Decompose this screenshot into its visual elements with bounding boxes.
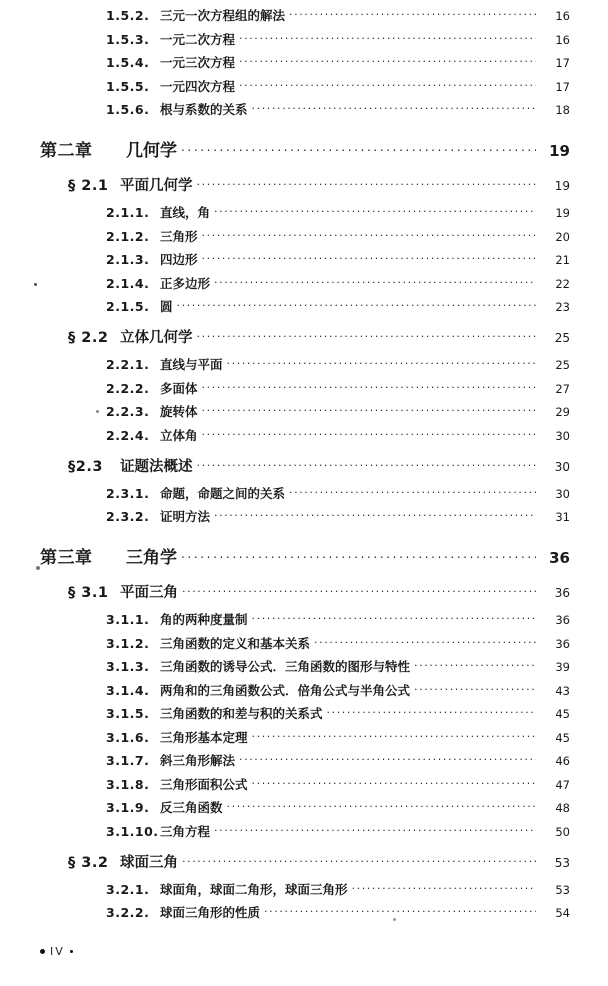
- toc-entry-page: 16: [555, 9, 570, 23]
- toc-entry-page: 45: [555, 730, 570, 745]
- toc-entry-number: 1.5.5.: [106, 78, 150, 94]
- toc-entry-page: 17: [555, 56, 570, 70]
- toc-entry-page: 36: [555, 636, 570, 651]
- toc-entry-number: 3.1.7.: [106, 753, 150, 768]
- toc-entry-number: 2.3.1.: [106, 485, 150, 501]
- page-number: IV: [50, 945, 65, 958]
- toc-entry-number: 3.1.9.: [106, 800, 150, 815]
- toc-entry[interactable]: [40, 657, 570, 675]
- scan-speck-icon: [34, 283, 37, 286]
- toc-entry[interactable]: [40, 53, 570, 71]
- toc-entry[interactable]: [40, 507, 570, 525]
- toc-entry-number: 2.1.5.: [106, 299, 150, 314]
- toc-entry-title: 平面几何学: [120, 178, 193, 194]
- toc-entry[interactable]: [40, 250, 570, 268]
- toc-entry-title: 斜三角形解法: [160, 753, 236, 768]
- toc-entry-number: § 3.2: [68, 854, 109, 871]
- toc-leader-dots: [214, 509, 536, 522]
- toc-entry-title: 平面三角: [120, 585, 178, 601]
- toc-entry-page: 25: [555, 358, 570, 372]
- toc-entry[interactable]: [40, 6, 570, 24]
- toc-entry[interactable]: [40, 77, 570, 95]
- toc-leader-dots: [202, 252, 536, 265]
- toc-entry-number: 3.1.8.: [106, 776, 150, 792]
- toc-entry[interactable]: [40, 822, 570, 840]
- toc-entry-title: 反三角函数: [160, 800, 223, 815]
- toc-entry[interactable]: [40, 326, 570, 347]
- toc-entry[interactable]: [40, 880, 570, 898]
- toc-entry[interactable]: [40, 704, 570, 722]
- toc-entry[interactable]: [40, 851, 570, 872]
- toc-entry-title: 直线，角: [160, 205, 211, 220]
- toc-leader-dots: [239, 55, 536, 68]
- toc-entry-number: 2.1.4.: [106, 275, 150, 291]
- toc-leader-dots: [197, 328, 537, 343]
- toc-entry-number: § 2.2: [68, 330, 109, 346]
- toc-entry-page: 39: [555, 660, 570, 674]
- toc-entry-title: 三角学: [126, 548, 177, 568]
- toc-entry[interactable]: [40, 297, 570, 315]
- toc-entry-title: 球面三角: [120, 854, 178, 871]
- toc-entry-page: 22: [555, 276, 570, 291]
- toc-leader-dots: [252, 776, 536, 789]
- toc-entry-page: 48: [555, 801, 570, 815]
- toc-entry-title: 球面三角形的性质: [160, 905, 261, 920]
- toc-entry-page: 19: [554, 179, 570, 193]
- toc-entry[interactable]: [40, 402, 570, 420]
- toc-entry-list: [40, 6, 570, 921]
- toc-entry-page: 54: [555, 906, 570, 920]
- toc-entry-page: 36: [554, 586, 570, 600]
- page-footer: [40, 945, 73, 958]
- toc-entry-page: 53: [554, 855, 570, 870]
- toc-entry-number: §2.3: [68, 458, 103, 475]
- footer-bullet-icon: [40, 949, 45, 954]
- toc-entry-number: 1.5.4.: [106, 55, 150, 70]
- toc-leader-dots: [289, 8, 536, 21]
- toc-entry-number: 3.2.2.: [106, 905, 150, 920]
- toc-entry-title: 旋转体: [160, 404, 198, 419]
- toc-entry-title: 三角形基本定理: [160, 729, 248, 745]
- toc-leader-dots: [327, 706, 536, 719]
- toc-entry-page: 43: [555, 683, 570, 698]
- toc-entry-title: 三角函数的定义和基本关系: [160, 635, 311, 651]
- toc-entry[interactable]: [40, 379, 570, 397]
- toc-entry-number: 2.1.3.: [106, 252, 150, 267]
- toc-entry[interactable]: [40, 203, 570, 221]
- toc-entry-title: 三角形面积公式: [160, 776, 248, 792]
- toc-leader-dots: [227, 357, 536, 370]
- toc-entry-number: 3.1.2.: [106, 635, 150, 651]
- toc-entry-page: 20: [555, 229, 570, 244]
- toc-entry-number: 3.1.5.: [106, 706, 150, 721]
- toc-entry-number: 第二章: [40, 141, 93, 161]
- toc-entry-title: 命题，命题之间的关系: [160, 485, 286, 501]
- toc-entry-title: 一元三次方程: [160, 55, 236, 70]
- toc-entry[interactable]: [40, 274, 570, 292]
- toc-entry-title: 圆: [160, 299, 173, 314]
- toc-entry-number: § 2.1: [68, 178, 109, 194]
- toc-entry-number: 3.1.6.: [106, 729, 150, 745]
- toc-entry[interactable]: [40, 455, 570, 476]
- toc-entry[interactable]: [40, 798, 570, 816]
- toc-leader-dots: [352, 881, 536, 894]
- toc-leader-dots: [197, 176, 537, 191]
- toc-entry-title: 三元一次方程组的解法: [160, 8, 286, 23]
- toc-entry-page: 47: [555, 777, 570, 792]
- toc-entry-title: 球面角，球面二角形，球面三角形: [160, 881, 348, 897]
- toc-entry-number: 3.1.3.: [106, 659, 150, 674]
- toc-leader-dots: [182, 583, 536, 598]
- toc-leader-dots: [252, 102, 536, 115]
- toc-leader-dots: [197, 456, 537, 471]
- toc-entry-page: 19: [549, 142, 570, 160]
- toc-leader-dots: [252, 612, 536, 625]
- toc-entry-page: 16: [555, 32, 570, 47]
- toc-entry-number: 2.1.2.: [106, 228, 150, 244]
- toc-leader-dots: [289, 485, 536, 498]
- toc-entry-page: 19: [555, 206, 570, 220]
- toc-leader-dots: [181, 139, 536, 156]
- toc-entry-page: 27: [555, 381, 570, 396]
- toc-entry-page: 23: [555, 300, 570, 314]
- toc-entry-title: 多面体: [160, 380, 198, 396]
- toc-leader-dots: [314, 635, 536, 648]
- toc-entry[interactable]: [40, 903, 570, 921]
- toc-entry-page: 30: [555, 428, 570, 443]
- toc-leader-dots: [264, 905, 536, 918]
- toc-entry-number: 3.1.1.: [106, 612, 150, 627]
- toc-leader-dots: [177, 299, 536, 312]
- toc-entry-page: 36: [555, 613, 570, 627]
- toc-entry-number: 第三章: [40, 548, 93, 568]
- toc-entry-title: 证明方法: [160, 509, 211, 524]
- toc-entry-page: 30: [555, 486, 570, 501]
- toc-entry-title: 三角形: [160, 228, 198, 244]
- toc-entry[interactable]: [40, 484, 570, 502]
- toc-entry-title: 三角方程: [160, 823, 211, 839]
- toc-leader-dots: [181, 546, 536, 563]
- toc-entry-title: 一元四次方程: [160, 78, 236, 94]
- toc-leader-dots: [214, 823, 536, 836]
- toc-entry-number: 1.5.2.: [106, 8, 150, 23]
- toc-entry-page: 21: [555, 253, 570, 267]
- toc-entry-title: 立体几何学: [120, 330, 193, 346]
- toc-entry-number: 3.1.4.: [106, 682, 150, 698]
- toc-entry[interactable]: [40, 728, 570, 746]
- toc-leader-dots: [414, 659, 536, 672]
- toc-entry-number: 2.3.2.: [106, 509, 150, 524]
- toc-entry[interactable]: [40, 543, 570, 568]
- toc-entry-title: 角的两种度量制: [160, 612, 248, 627]
- toc-entry-number: 2.2.1.: [106, 357, 150, 372]
- toc-entry-title: 正多边形: [160, 275, 211, 291]
- toc-entry-page: 36: [549, 549, 570, 567]
- toc-entry-number: 2.1.1.: [106, 205, 150, 220]
- toc-entry[interactable]: [40, 100, 570, 118]
- toc-leader-dots: [202, 404, 536, 417]
- toc-entry[interactable]: [40, 581, 570, 602]
- toc-entry-page: 25: [554, 331, 570, 345]
- toc-leader-dots: [202, 427, 536, 440]
- toc-entry-page: 50: [555, 824, 570, 839]
- toc-entry-page: 31: [555, 510, 570, 524]
- toc-leader-dots: [202, 380, 536, 393]
- toc-entry-page: 17: [555, 79, 570, 94]
- toc-leader-dots: [239, 753, 536, 766]
- toc-entry-title: 证题法概述: [120, 458, 193, 475]
- toc-entry-number: 2.2.2.: [106, 380, 150, 396]
- toc-entry[interactable]: [40, 136, 570, 161]
- toc-entry-number: 3.1.10.: [106, 823, 159, 839]
- toc-entry[interactable]: [40, 174, 570, 195]
- scan-speck-icon: [96, 410, 99, 413]
- toc-entry[interactable]: [40, 634, 570, 652]
- toc-entry-number: § 3.1: [68, 585, 109, 601]
- toc-entry-number: 2.2.3.: [106, 404, 150, 419]
- toc-entry-page: 45: [555, 707, 570, 721]
- scan-speck-icon: [36, 566, 40, 570]
- toc-leader-dots: [227, 800, 536, 813]
- toc-leader-dots: [414, 682, 536, 695]
- toc-leader-dots: [239, 31, 536, 44]
- scan-speck-icon: [393, 918, 396, 921]
- toc-leader-dots: [252, 729, 536, 742]
- toc-leader-dots: [214, 205, 536, 218]
- toc-entry-number: 1.5.6.: [106, 102, 150, 117]
- toc-leader-dots: [202, 228, 536, 241]
- toc-entry[interactable]: [40, 426, 570, 444]
- toc-entry-title: 根与系数的关系: [160, 102, 248, 117]
- toc-entry-number: 2.2.4.: [106, 427, 150, 443]
- toc-entry-title: 几何学: [126, 141, 177, 161]
- toc-entry-page: 53: [555, 882, 570, 897]
- toc-entry[interactable]: [40, 775, 570, 793]
- toc-entry[interactable]: [40, 751, 570, 769]
- toc-entry-title: 直线与平面: [160, 357, 223, 372]
- toc-entry-title: 立体角: [160, 427, 198, 443]
- toc-entry-page: 30: [554, 459, 570, 474]
- toc-entry[interactable]: [40, 681, 570, 699]
- footer-bullet-icon-small: [70, 950, 73, 953]
- toc-entry-page: 29: [555, 405, 570, 419]
- toc-entry-title: 两角和的三角函数公式．倍角公式与半角公式: [160, 682, 411, 698]
- toc-entry[interactable]: [40, 30, 570, 48]
- toc-leader-dots: [214, 275, 536, 288]
- toc-entry[interactable]: [40, 227, 570, 245]
- toc-entry-title: 四边形: [160, 252, 198, 267]
- toc-leader-dots: [239, 78, 536, 91]
- toc-entry-number: 3.2.1.: [106, 881, 150, 897]
- toc-entry-page: 18: [555, 103, 570, 117]
- toc-entry-number: 1.5.3.: [106, 31, 150, 47]
- toc-entry-title: 三角函数的诱导公式．三角函数的图形与特性: [160, 659, 411, 674]
- toc-entry-title: 三角函数的和差与积的关系式: [160, 706, 323, 721]
- toc-entry-page: 46: [555, 754, 570, 768]
- toc-entry[interactable]: [40, 355, 570, 373]
- toc-entry[interactable]: [40, 610, 570, 628]
- toc-entry-title: 一元二次方程: [160, 31, 236, 47]
- toc-leader-dots: [182, 852, 536, 867]
